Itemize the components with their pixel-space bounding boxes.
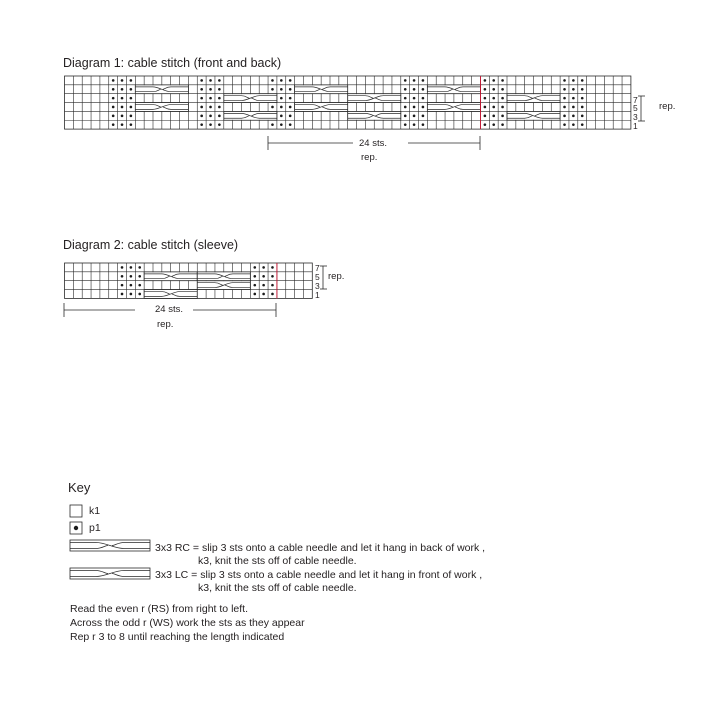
diagram1-purl-dot <box>581 106 584 109</box>
diagram1-purl-dot <box>581 123 584 126</box>
diagram1-purl-dot <box>572 88 575 91</box>
diagram2-title: Diagram 2: cable stitch (sleeve) <box>63 238 239 252</box>
diagram2-purl-dot <box>262 275 265 278</box>
diagram1-purl-dot <box>413 88 416 91</box>
diagram2-purl-dot <box>271 284 274 287</box>
diagram1-purl-dot <box>572 79 575 82</box>
diagram1-purl-dot <box>112 106 115 109</box>
diagram1-purl-dot <box>501 123 504 126</box>
diagram2-purl-dot <box>262 293 265 296</box>
diagram1-purl-dot <box>501 97 504 100</box>
diagram1-purl-dot <box>209 97 212 100</box>
key-k1-label: k1 <box>89 505 101 517</box>
diagram1-purl-dot <box>413 106 416 109</box>
key-p1-dot <box>74 526 78 530</box>
diagram1-purl-dot <box>563 97 566 100</box>
diagram1-purl-dot <box>289 79 292 82</box>
diagram1-purl-dot <box>404 115 407 118</box>
diagram1-purl-dot <box>404 97 407 100</box>
diagram1-purl-dot <box>112 88 115 91</box>
diagram1-purl-dot <box>422 97 425 100</box>
diagram1-purl-dot <box>121 115 124 118</box>
diagram1-sts-rep: rep. <box>361 152 378 163</box>
diagram1-purl-dot <box>581 115 584 118</box>
diagram1-purl-dot <box>280 97 283 100</box>
diagram1-row-5: 5 <box>633 103 638 113</box>
diagram1-purl-dot <box>484 106 487 109</box>
diagram1-purl-dot <box>422 106 425 109</box>
diagram2-purl-dot <box>130 266 133 269</box>
diagram2-purl-dot <box>253 293 256 296</box>
diagram1-purl-dot <box>484 97 487 100</box>
diagram1-purl-dot <box>572 123 575 126</box>
key-p1-label: p1 <box>89 522 101 534</box>
diagram1-purl-dot <box>581 88 584 91</box>
diagram1-purl-dot <box>209 88 212 91</box>
diagram1-title: Diagram 1: cable stitch (front and back) <box>63 56 282 70</box>
key-title: Key <box>68 480 91 495</box>
diagram1-purl-dot <box>112 79 115 82</box>
diagram1-purl-dot <box>112 123 115 126</box>
diagram1-purl-dot <box>484 123 487 126</box>
diagram1-purl-dot <box>130 106 133 109</box>
diagram2-row-3: 3 <box>315 281 320 291</box>
diagram1-purl-dot <box>581 97 584 100</box>
diagram2-purl-dot <box>138 284 141 287</box>
diagram1-purl-dot <box>501 115 504 118</box>
diagram2-row-7: 7 <box>315 263 320 273</box>
diagram1-purl-dot <box>492 97 495 100</box>
diagram1-purl-dot <box>404 79 407 82</box>
key-lc-line1: 3x3 LC = slip 3 sts onto a cable needle and let it hang in front of work , <box>155 569 483 581</box>
key-rc-line2: k3, knit the sts off of cable needle. <box>198 555 357 567</box>
diagram2-purl-dot <box>121 284 124 287</box>
diagram2-sts-rep: rep. <box>157 319 174 330</box>
diagram2-row-1: 1 <box>315 290 320 300</box>
diagram1-purl-dot <box>218 123 221 126</box>
diagram1-row-1: 1 <box>633 121 638 131</box>
diagram1-purl-dot <box>492 79 495 82</box>
diagram1-purl-dot <box>413 97 416 100</box>
diagram1-purl-dot <box>492 123 495 126</box>
diagram2-purl-dot <box>121 275 124 278</box>
diagram1-row-7: 7 <box>633 95 638 105</box>
diagram1-purl-dot <box>289 106 292 109</box>
diagram1-purl-dot <box>422 115 425 118</box>
diagram1-purl-dot <box>130 123 133 126</box>
diagram1-purl-dot <box>121 106 124 109</box>
diagram1-purl-dot <box>280 106 283 109</box>
diagram1-purl-dot <box>413 79 416 82</box>
diagram1-purl-dot <box>209 79 212 82</box>
note-1: Read the even r (RS) from right to left. <box>70 603 248 615</box>
diagram2-purl-dot <box>121 266 124 269</box>
diagram2-purl-dot <box>130 284 133 287</box>
diagram1-purl-dot <box>130 88 133 91</box>
diagram1-purl-dot <box>492 106 495 109</box>
key-rc-line1: 3x3 RC = slip 3 sts onto a cable needle and let it hang in back of work , <box>155 542 486 554</box>
key-k1-box <box>70 505 82 517</box>
diagram2-purl-dot <box>121 293 124 296</box>
diagram2-purl-dot <box>253 266 256 269</box>
diagram1-purl-dot <box>413 115 416 118</box>
note-2: Across the odd r (WS) work the sts as they appear <box>70 617 305 629</box>
diagram1-purl-dot <box>501 88 504 91</box>
diagram1-purl-dot <box>130 115 133 118</box>
diagram1-purl-dot <box>112 97 115 100</box>
diagram2-row-5: 5 <box>315 272 320 282</box>
diagram1-purl-dot <box>563 88 566 91</box>
diagram2-rep-label: rep. <box>328 271 345 282</box>
diagram1-purl-dot <box>563 79 566 82</box>
diagram1-purl-dot <box>422 123 425 126</box>
diagram1-purl-dot <box>200 79 203 82</box>
diagram1-purl-dot <box>484 79 487 82</box>
diagram2-purl-dot <box>130 275 133 278</box>
diagram1-purl-dot <box>280 123 283 126</box>
diagram1-purl-dot <box>289 115 292 118</box>
diagram2-purl-dot <box>253 275 256 278</box>
diagram1-purl-dot <box>492 115 495 118</box>
diagram1-purl-dot <box>121 88 124 91</box>
diagram1-purl-dot <box>200 123 203 126</box>
diagram1-purl-dot <box>271 123 274 126</box>
diagram1-row-3: 3 <box>633 112 638 122</box>
diagram1-purl-dot <box>501 106 504 109</box>
diagram2-purl-dot <box>262 266 265 269</box>
diagram1-purl-dot <box>218 106 221 109</box>
diagram2-purl-dot <box>271 266 274 269</box>
diagram1-purl-dot <box>404 88 407 91</box>
diagram1-purl-dot <box>484 88 487 91</box>
diagram1-purl-dot <box>404 123 407 126</box>
diagram1-purl-dot <box>121 79 124 82</box>
diagram1-purl-dot <box>112 115 115 118</box>
diagram1-purl-dot <box>572 106 575 109</box>
diagram1-purl-dot <box>209 123 212 126</box>
diagram1-purl-dot <box>218 88 221 91</box>
diagram1-purl-dot <box>271 106 274 109</box>
diagram2-purl-dot <box>138 293 141 296</box>
diagram1-purl-dot <box>218 97 221 100</box>
diagram1-purl-dot <box>209 106 212 109</box>
diagram1-purl-dot <box>280 88 283 91</box>
diagram1-purl-dot <box>209 115 212 118</box>
diagram1-purl-dot <box>121 97 124 100</box>
diagram1-purl-dot <box>563 106 566 109</box>
diagram1-purl-dot <box>404 106 407 109</box>
diagram1-purl-dot <box>422 88 425 91</box>
diagram1-purl-dot <box>280 115 283 118</box>
diagram1-purl-dot <box>563 123 566 126</box>
diagram1-purl-dot <box>280 79 283 82</box>
diagram2-purl-dot <box>271 275 274 278</box>
diagram1-purl-dot <box>218 115 221 118</box>
diagram2-purl-dot <box>253 284 256 287</box>
diagram2-sts-label: 24 sts. <box>155 304 183 315</box>
diagram1-rep-label: rep. <box>659 101 676 112</box>
diagram2-purl-dot <box>138 275 141 278</box>
diagram1-purl-dot <box>218 79 221 82</box>
diagram1-purl-dot <box>121 123 124 126</box>
diagram1-purl-dot <box>581 79 584 82</box>
diagram1-purl-dot <box>501 79 504 82</box>
diagram1-purl-dot <box>422 79 425 82</box>
diagram2-purl-dot <box>130 293 133 296</box>
diagram1-purl-dot <box>572 115 575 118</box>
diagram1-purl-dot <box>200 115 203 118</box>
diagram1-purl-dot <box>200 97 203 100</box>
diagram1-purl-dot <box>484 115 487 118</box>
diagram1-purl-dot <box>271 88 274 91</box>
diagram2-purl-dot <box>262 284 265 287</box>
diagram1-purl-dot <box>413 123 416 126</box>
diagram1-purl-dot <box>200 106 203 109</box>
diagram1-purl-dot <box>563 115 566 118</box>
note-3: Rep r 3 to 8 until reaching the length indicated <box>70 631 285 643</box>
diagram1-purl-dot <box>130 79 133 82</box>
diagram1-purl-dot <box>289 88 292 91</box>
diagram2-purl-dot <box>271 293 274 296</box>
key-lc-line2: k3, knit the sts off of cable needle. <box>198 582 357 594</box>
diagram1-purl-dot <box>130 97 133 100</box>
diagram1-purl-dot <box>492 88 495 91</box>
diagram2-purl-dot <box>138 266 141 269</box>
diagram1-sts-label: 24 sts. <box>359 138 387 149</box>
diagram1-purl-dot <box>572 97 575 100</box>
diagram1-purl-dot <box>289 97 292 100</box>
diagram1-purl-dot <box>200 88 203 91</box>
diagram1-purl-dot <box>271 79 274 82</box>
diagram1-purl-dot <box>289 123 292 126</box>
